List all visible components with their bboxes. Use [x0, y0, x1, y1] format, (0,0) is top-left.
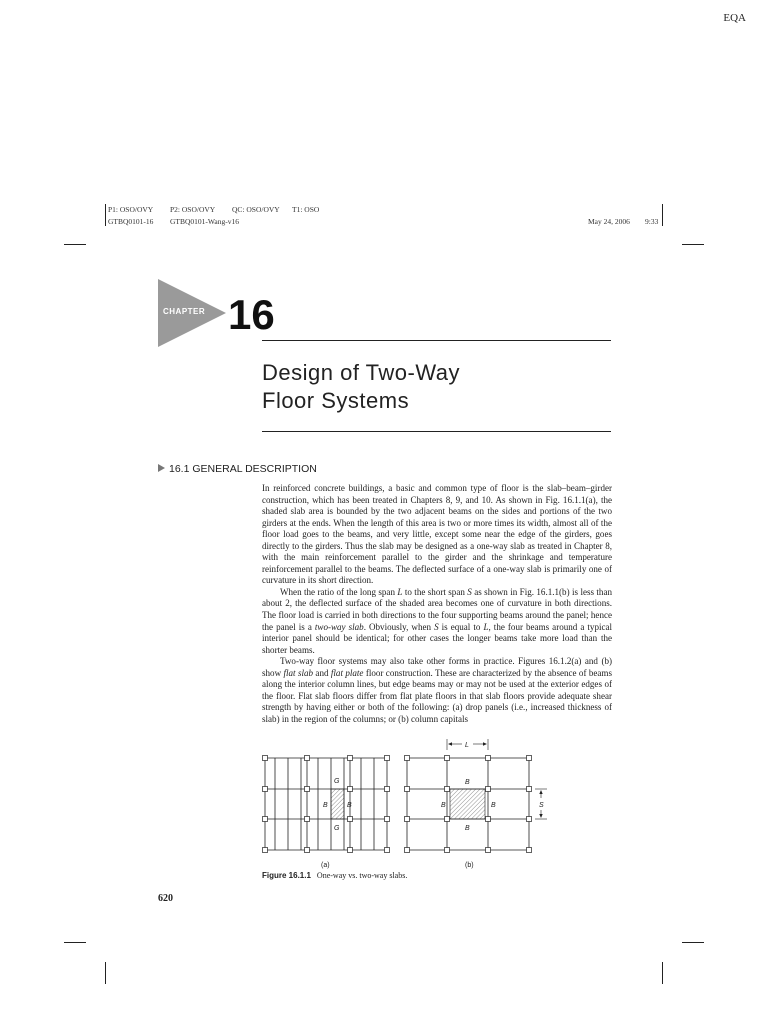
header-qc: QC: OSO/OVY: [232, 205, 280, 214]
body-text: [262, 483, 612, 725]
header-p2: P2: OSO/OVY: [170, 205, 216, 214]
title-bottom-rule: [262, 431, 611, 432]
term-flat-slab: flat slab: [283, 667, 314, 678]
figure-a-label-g-top: G: [334, 778, 340, 785]
figure-a-label-b-left: B: [323, 802, 328, 809]
figure-a-shaded-panel: [331, 789, 344, 819]
figure-b-label-b-bottom: B: [465, 825, 470, 832]
figure-b-label-b-right: B: [491, 802, 496, 809]
figure-a-label-b-right: B: [347, 802, 352, 809]
corner-mark: EQA: [723, 12, 746, 24]
section-heading-text: 16.1 GENERAL DESCRIPTION: [169, 463, 317, 475]
term-two-way-slab: two-way slab: [314, 621, 364, 632]
header-time: 9:33: [645, 217, 659, 226]
crop-mark-tl: [64, 244, 86, 245]
figure-a-sublabel: (a): [321, 862, 330, 869]
term-flat-plate: flat plate: [330, 667, 364, 678]
paragraph-2: When the ratio of the long span L to the short span S as shown in Fig. 16.1.1(b) is less than about 2, the deflected surface of the shaded area becomes one of curvature in both directions. The floor load is carried in both directions to the four supporting beams around the panel; hence the panel is a two-way slab. Obviously, when S is equal to L, the four beams around a typical interior panel should be identical; for other cases the longer beams take more load than the shorter beams.: [262, 586, 613, 655]
crop-mark-br: [682, 942, 704, 943]
header-left-rule: [105, 204, 106, 226]
figure-one-way-vs-two-way: [255, 738, 555, 870]
header-date: May 24, 2006: [588, 217, 630, 226]
figure-caption-text: One-way vs. two-way slabs.: [316, 871, 408, 880]
chapter-title-line1: Design of Two-Way: [262, 360, 461, 385]
chapter-title-line2: Floor Systems: [262, 388, 410, 413]
chapter-number: 16: [228, 291, 275, 338]
header-t1: T1: OSO: [292, 205, 320, 214]
paragraph-3: Two-way floor systems may also take other forms in practice. Figures 16.1.2(a) and (b) show flat slab and flat plate floor construction. These are characterized by the absence of beams along the interior column lines, but edge beams may or may not be used at the exterior edges of the floor. Flat slab floors differ from flat plate floors in that slab floors provide adequate shear strength by having either or both of the following: (a) drop panels (i.e., increased thickness of slab) in the region of the columns; or (b) column capitals: [262, 656, 612, 724]
header-file: GTBQ0101-Wang-v16: [170, 217, 239, 226]
figure-b-label-b-left: B: [441, 802, 446, 809]
figure-a-label-g-bottom: G: [334, 825, 340, 832]
figure-b-label-s: S: [539, 802, 544, 809]
figure-b-sublabel: (b): [465, 862, 474, 869]
crop-mark-bl: [64, 942, 86, 943]
crop-mark-bl-vertical: [105, 962, 106, 984]
figure-b-shaded-panel: [450, 789, 485, 819]
crop-mark-tr: [682, 244, 704, 245]
title-top-rule: [262, 340, 611, 341]
page-number: 620: [158, 893, 173, 904]
header-code: GTBQ0101-16: [108, 217, 154, 226]
chapter-label: CHAPTER: [163, 307, 206, 316]
header-p1: P1: OSO/OVY: [108, 205, 154, 214]
figure-caption-number: Figure 16.1.1: [262, 871, 311, 880]
header-right-rule: [662, 204, 663, 226]
figure-b-label-l: L: [465, 742, 469, 749]
figure-caption: [262, 871, 407, 880]
figure-b-label-b-top: B: [465, 779, 470, 786]
section-heading: [158, 463, 317, 475]
crop-mark-br-vertical: [662, 962, 663, 984]
chapter-title: [262, 359, 460, 415]
section-arrow-icon: [158, 464, 165, 472]
paragraph-1: In reinforced concrete buildings, a basic and common type of floor is the slab–beam–girder construction, which has been treated in Chapters 8, 9, and 10. As shown in Fig. 16.1.1(a), the shaded slab area is bounded by the two adjacent beams on the sides and portions of the two girders at the ends. When the length of this area is two or more times its width, almost all of the floor load goes to the beams, and very little, except some near the edge of the girders, goes directly to the girders. Thus the slab may be designed as a one-way slab as treated in Chapter 8, with the main reinforcement parallel to the girder and the shrinkage and temperature reinforcement parallel to the beams. The deflected surface of a one-way slab is primarily one of curvature in its short direction.: [262, 483, 612, 586]
